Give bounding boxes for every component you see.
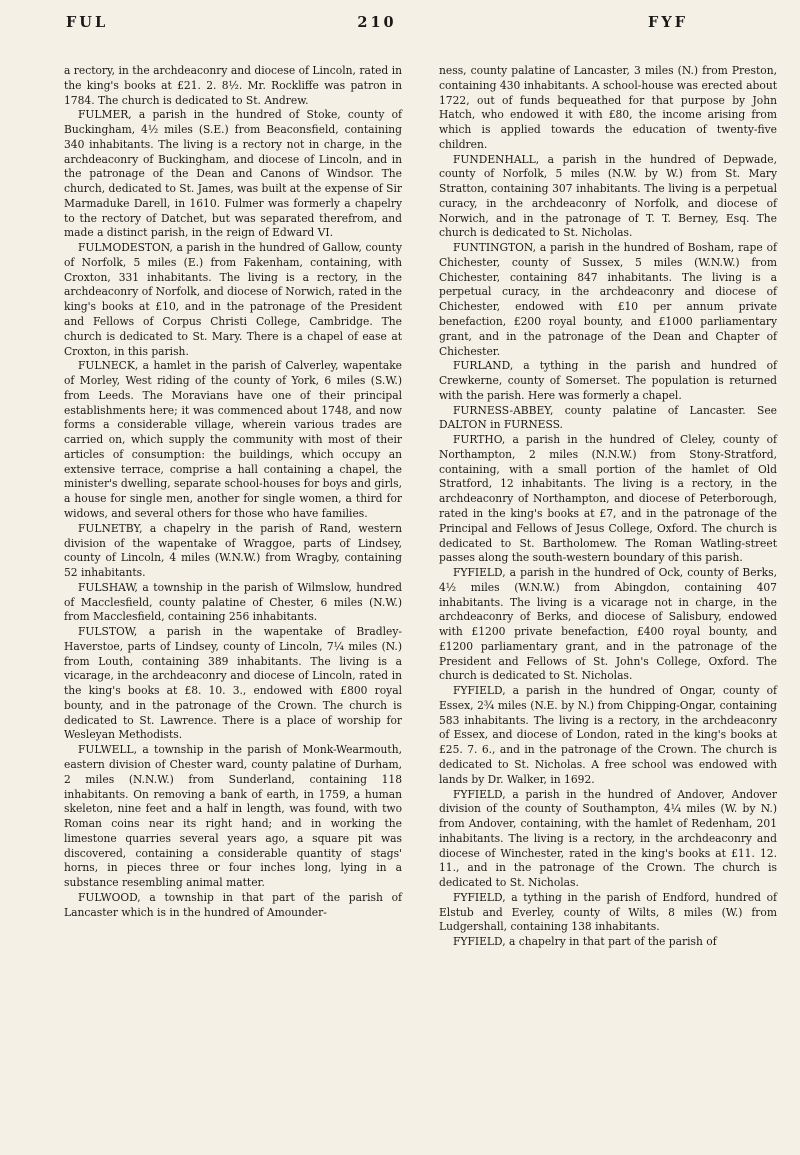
entry-paragraph: FULMER, a parish in the hundred of Stoke, county of Buckingham, 4½ miles (S.E.) from Beaconsfield, containing 340 inhabitants. The living is a rectory not in charge, in the archdeaconry of Buckingham, and diocese of Lincoln, and in the patronage of the Dean and Canons of Windsor. The church, dedicated to St. James, was built at the expense of Sir Marmaduke Darell, in 1610. Fulmer was formerly a chapelry to the rectory of Datchet, but was separated therefrom, and made a distinct parish, in the reign of Edward VI. bbox=[64, 108, 402, 240]
entry-paragraph: FYFIELD, a parish in the hundred of Ock, county of Berks, 4½ miles (W.N.W.) from Abingdon, containing 407 inhabitants. The living is a vicarage not in charge, in the archdeaconry of Berks, and diocese of Salisbury, endowed with £1200 private benefaction, £400 royal bounty, and £1200 parliamentary grant, and in the patronage of the President and Fellows of St. John's College, Oxford. The church is dedicated to St. Nicholas. bbox=[439, 566, 777, 683]
entry-paragraph: FUNDENHALL, a parish in the hundred of Depwade, county of Norfolk, 5 miles (N.W. by W.) from St. Mary Stratton, containing 307 inhabitants. The living is a perpetual curacy, in the archdeaconry of Norfolk, and diocese of Norwich, and in the patronage of T. T. Berney, Esq. The church is dedicated to St. Nicholas. bbox=[439, 152, 777, 240]
entry-paragraph: FULWOOD, a township in that part of the parish of Lancaster which is in the hundred of Amounder- bbox=[64, 890, 402, 919]
entry-paragraph: FULSHAW, a township in the parish of Wilmslow, hundred of Macclesfield, county palatine of Chester, 6 miles (N.W.) from Macclesfield, containing 256 inhabitants. bbox=[64, 580, 402, 624]
entry-paragraph: FURNESS-ABBEY, county palatine of Lancaster. See DALTON in FURNESS. bbox=[439, 403, 777, 432]
entry-paragraph: ness, county palatine of Lancaster, 3 miles (N.) from Preston, containing 430 inhabitants. A school-house was erected about 1722, out of funds bequeathed for that purpose by John Hatch, who endowed it with £80, the income arising from which is applied towards the education of twenty-five children. bbox=[439, 64, 777, 151]
entry-paragraph: FULNETBY, a chapelry in the parish of Rand, western division of the wapentake of Wraggoe, parts of Lindsey, county of Lincoln, 4 miles (W.N.W.) from Wragby, containing 52 inhabitants. bbox=[64, 521, 402, 580]
entry-paragraph: FULNECK, a hamlet in the parish of Calverley, wapentake of Morley, West riding of the county of York, 6 miles (S.W.) from Leeds. The Moravians have one of their principal establishments here; it was commenced about 1748, and now forms a considerable village, wherein various trades are carried on, which supply the community with most of their articles of consumption: the buildings, which occupy an extensive terrace, comprise a hall containing a chapel, the minister's dwelling, separate school-houses for boys and girls, a house for single men, another for single women, a third for widows, and several others for those who have families. bbox=[64, 359, 402, 520]
entry-paragraph: FYFIELD, a chapelry in that part of the parish of bbox=[453, 935, 717, 949]
page-number: 210 bbox=[357, 14, 397, 31]
left-column bbox=[64, 64, 402, 920]
entry-paragraph: FULMODESTON, a parish in the hundred of Gallow, county of Norfolk, 5 miles (E.) from Fakenham, containing, with Croxton, 331 inhabitants. The living is a rectory, in the archdeaconry of Norfolk, and diocese of Norwich, rated in the king's books at £10, and in the patronage of the President and Fellows of Corpus Christi College, Cambridge. The church is dedicated to St. Mary. There is a chapel of ease at Croxton, in this parish. bbox=[64, 241, 402, 358]
entry-paragraph: FULSTOW, a parish in the wapentake of Bradley-Haverstoe, parts of Lindsey, county of Lincoln, 7¼ miles (N.) from Louth, containing 389 inhabitants. The living is a vicarage, in the archdeaconry and diocese of Lincoln, rated in the king's books at £8. 10. 3., endowed with £800 royal bounty, and in the patronage of the Crown. The church is dedicated to St. Lawrence. There is a place of worship for Wesleyan Methodists. bbox=[64, 625, 402, 742]
entry-paragraph: FYFIELD, a parish in the hundred of Andover, Andover division of the county of Southampton, 4¼ miles (W. by N.) from Andover, containing, with the hamlet of Redenham, 201 inhabitants. The living is a rectory, in the archdeaconry and diocese of Winchester, rated in the king's books at £11. 12. 11., and in the patronage of the Crown. The church is dedicated to St. Nicholas. bbox=[439, 787, 777, 890]
entry-paragraph: a rectory, in the archdeaconry and diocese of Lincoln, rated in the king's books at £21. 2. 8½. Mr. Rockliffe was patron in 1784. The church is dedicated to St. Andrew. bbox=[64, 64, 402, 107]
header-right-guide-word: FYF bbox=[648, 14, 688, 31]
header-left-guide-word: FUL bbox=[66, 14, 109, 31]
right-column bbox=[439, 64, 777, 950]
entry-paragraph: FYFIELD, a parish in the hundred of Ongar, county of Essex, 2¾ miles (N.E. by N.) from Chipping-Ongar, containing 583 inhabitants. The living is a rectory, in the archdeaconry of Essex, and diocese of London, rated in the king's books at £25. 7. 6., and in the patronage of the Crown. The church is dedicated to St. Nicholas. A free school was endowed with lands by Dr. Walker, in 1692. bbox=[439, 684, 777, 786]
entry-paragraph: FYFIELD, a tything in the parish of Endford, hundred of Elstub and Everley, county of Wilts, 8 miles (W.) from Ludgershall, containing 138 inhabitants. bbox=[439, 890, 777, 934]
entry-paragraph: FUNTINGTON, a parish in the hundred of Bosham, rape of Chichester, county of Sussex, 5 miles (W.N.W.) from Chichester, containing 847 inhabitants. The living is a perpetual curacy, in the archdeaconry and diocese of Chichester, endowed with £10 per annum private benefaction, £200 royal bounty, and £1000 parliamentary grant, and in the patronage of the Dean and Chapter of Chichester. bbox=[439, 241, 777, 358]
running-header bbox=[66, 14, 688, 40]
entry-paragraph: FURTHO, a parish in the hundred of Cleley, county of Northampton, 2 miles (N.N.W.) from Stony-Stratford, containing, with a small portion of the hamlet of Old Stratford, 12 inhabitants. The living is a rectory, in the archdeaconry of Northampton, and diocese of Peterborough, rated in the king's books at £7, and in the patronage of the Principal and Fellows of Jesus College, Oxford. The church is dedicated to St. Bartholomew. The Roman Watling-street passes along the south-western boundary of this parish. bbox=[439, 433, 777, 565]
entry-paragraph: FURLAND, a tything in the parish and hundred of Crewkerne, county of Somerset. The population is returned with the parish. Here was formerly a chapel. bbox=[439, 359, 777, 402]
entry-paragraph: FULWELL, a township in the parish of Monk-Wearmouth, eastern division of Chester ward, county palatine of Durham, 2 miles (N.N.W.) from Sunderland, containing 118 inhabitants. On removing a bank of earth, in 1759, a human skeleton, nine feet and a half in length, was found, with two Roman coins near its right hand; and in working the limestone quarries several years ago, a square pit was discovered, containing a considerable quantity of stags' horns, in pieces three or four inches long, lying in a substance resembling animal matter. bbox=[64, 743, 402, 890]
